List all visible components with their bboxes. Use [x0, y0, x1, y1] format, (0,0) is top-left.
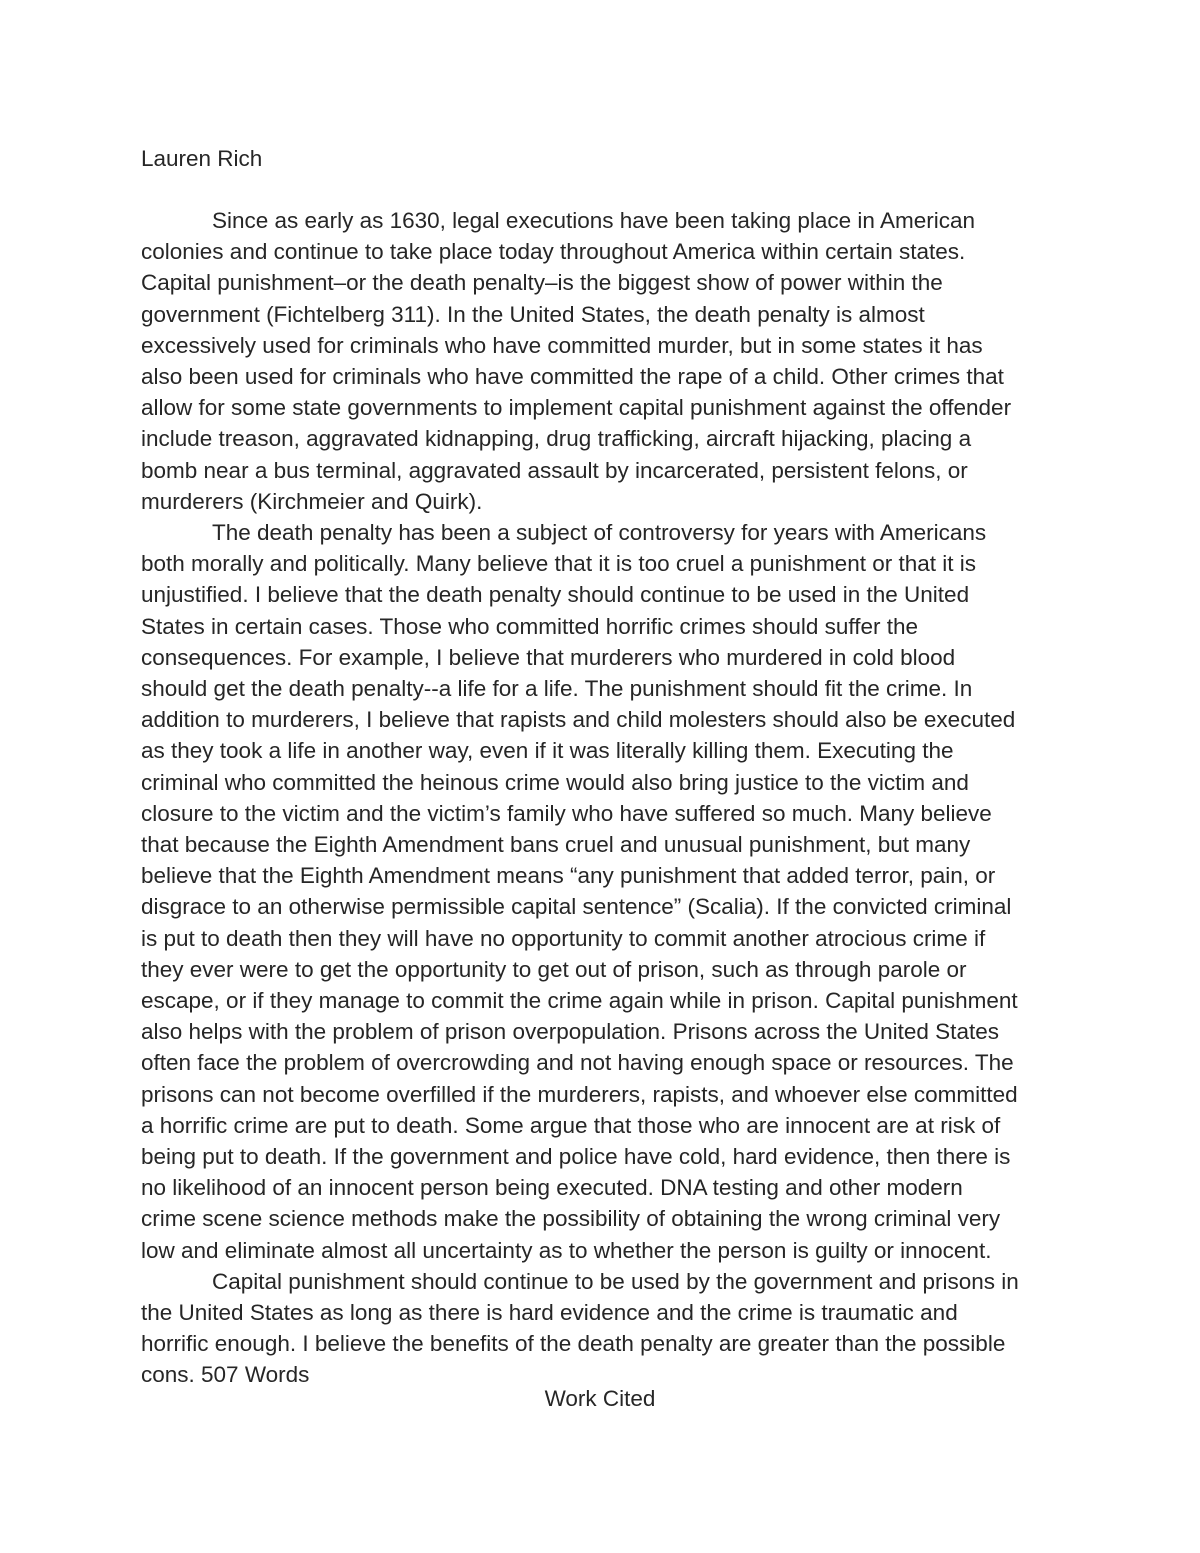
paragraph-line: no likelihood of an innocent person being executed. DNA testing and other modern — [141, 1175, 963, 1201]
paragraph-line: escape, or if they manage to commit the crime again while in prison. Capital punishment — [141, 988, 1018, 1013]
paragraph-line: disgrace to an otherwise permissible capital sentence” (Scalia). If the convicted criminal — [141, 894, 1012, 920]
paragraph-line: that because the Eighth Amendment bans cruel and unusual punishment, but many — [141, 832, 971, 857]
paragraph-line: both morally and politically. Many believe that it is too cruel a punishment or that it is — [141, 551, 976, 577]
paragraph-line: cons. 507 Words — [141, 1362, 310, 1388]
paragraph-line: include treason, aggravated kidnapping, drug trafficking, aircraft hijacking, placing a — [141, 426, 972, 452]
paragraph-line: as they took a life in another way, even if it was literally killing them. Executing the — [141, 738, 954, 764]
paragraph-line: being put to death. If the government and police have cold, hard evidence, then there is — [141, 1144, 1011, 1169]
paragraph-line: excessively used for criminals who have committed murder, but in some states it has — [141, 332, 983, 358]
paragraph-line: a horrific crime are put to death. Some argue that those who are innocent are at risk of — [141, 1112, 1001, 1138]
paragraph-line: is put to death then they will have no opportunity to commit another atrocious crime if — [141, 925, 986, 951]
paragraph-line: they ever were to get the opportunity to get out of prison, such as through parole or — [141, 956, 967, 982]
paragraph-line: addition to murderers, I believe that rapists and child molesters should also be executed — [141, 707, 1016, 733]
paragraph-line: should get the death penalty--a life for a life. The punishment should fit the crime. In — [141, 676, 973, 701]
paragraph-line: Capital punishment–or the death penalty–is the biggest show of power within the — [141, 270, 943, 296]
paragraph-line: colonies and continue to take place today throughout America within certain states. — [141, 239, 966, 265]
paragraph-line: Since as early as 1630, legal executions have been taking place in American — [212, 208, 975, 233]
paragraph-line: low and eliminate almost all uncertainty as to whether the person is guilty or innocent. — [141, 1237, 992, 1263]
paragraph-line: also helps with the problem of prison overpopulation. Prisons across the United States — [141, 1019, 999, 1045]
paragraph-line: unjustified. I believe that the death penalty should continue to be used in the United — [141, 582, 970, 608]
paragraph-line: horrific enough. I believe the benefits of the death penalty are greater than the possible — [141, 1331, 1006, 1357]
paragraph-line: consequences. For example, I believe that murderers who murdered in cold blood — [141, 644, 956, 670]
paragraph-line: the United States as long as there is hard evidence and the crime is traumatic and — [141, 1300, 958, 1325]
paragraph-line: Capital punishment should continue to be used by the government and prisons in — [212, 1268, 1019, 1294]
paragraph-line: criminal who committed the heinous crime would also bring justice to the victim and — [141, 769, 969, 795]
paragraph-line: allow for some state governments to implement capital punishment against the offender — [141, 395, 1012, 421]
paragraph-line: crime scene science methods make the possibility of obtaining the wrong criminal very — [141, 1206, 1001, 1232]
paragraph-line: States in certain cases. Those who committed horrific crimes should suffer the — [141, 613, 919, 639]
paragraph-line: closure to the victim and the victim’s family who have suffered so much. Many believe — [141, 800, 992, 826]
works-cited-heading: Work Cited — [544, 1386, 656, 1411]
paragraph-line: murderers (Kirchmeier and Quirk). — [141, 488, 483, 514]
paragraph-line: government (Fichtelberg 311). In the United States, the death penalty is almost — [141, 301, 925, 327]
paragraph-line: The death penalty has been a subject of controversy for years with Americans — [212, 520, 987, 545]
author-name: Lauren Rich — [141, 146, 263, 171]
paragraph-line: often face the problem of overcrowding and not having enough space or resources. The — [141, 1050, 1014, 1076]
paragraph-line: bomb near a bus terminal, aggravated assault by incarcerated, persistent felons, or — [141, 457, 968, 483]
paragraph-line: also been used for criminals who have committed the rape of a child. Other crimes that — [141, 364, 1004, 389]
paragraph-line: believe that the Eighth Amendment means “any punishment that added terror, pain, or — [141, 863, 996, 889]
paragraph-line: prisons can not become overfilled if the murderers, rapists, and whoever else committed — [141, 1081, 1018, 1107]
